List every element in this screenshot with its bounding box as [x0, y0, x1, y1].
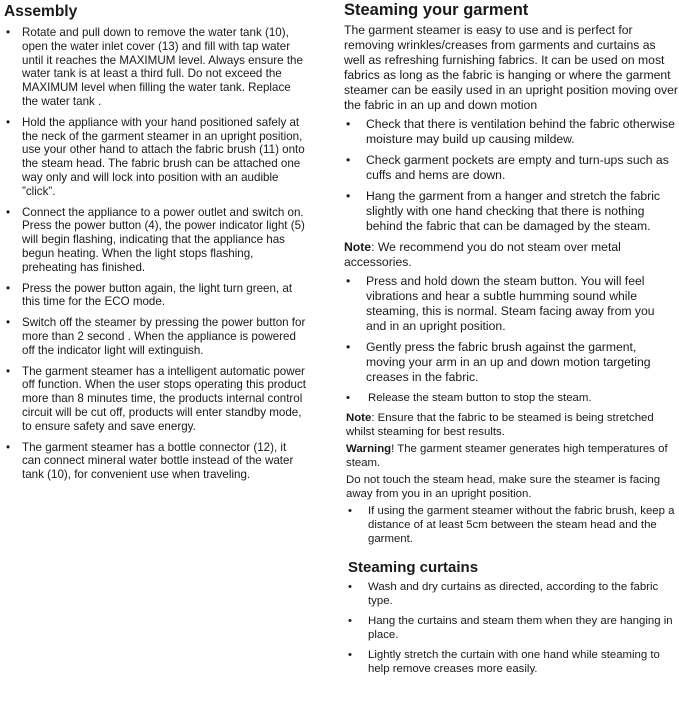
- note-label: Note: [344, 240, 372, 254]
- preparation-list: [344, 117, 678, 234]
- item-text: Check that there is ventilation behind the fabric otherwise moisture may build up causing mildew.: [366, 117, 675, 146]
- curtains-list: [344, 580, 678, 676]
- list-item: [4, 441, 306, 482]
- bullet: •: [346, 274, 351, 288]
- item-text: Lightly stretch the curtain with one hand while steaming to help remove creases more easily.: [368, 649, 660, 675]
- item-text: Hang the garment from a hanger and stretch the fabric slightly with one hand checking that there is nothing behind the fabric that can be damaged by the steam.: [366, 189, 661, 233]
- steaming-heading: Steaming your garment: [344, 1, 529, 19]
- list-item: [344, 614, 678, 642]
- bullet: •: [6, 364, 11, 378]
- list-item: [344, 648, 678, 676]
- list-item: [344, 580, 678, 608]
- note-label: Note: [346, 412, 372, 424]
- item-text: Switch off the steamer by pressing the power button for more than 2 second . When the appliance is powered off the indicator light will extinguish.: [22, 316, 306, 357]
- item-text: Check garment pockets are empty and turn-ups such as cuffs and hems are down.: [366, 153, 669, 182]
- assembly-heading: Assembly: [4, 3, 78, 20]
- bullet: •: [6, 26, 11, 39]
- item-text: The garment steamer has a intelligent automatic power off function. When the user stops operating this product more than 8 minutes time, the products internal control circuit will be cut off, products will enter standby mode, to ensure safety and save energy.: [22, 364, 307, 433]
- list-item: [344, 274, 678, 334]
- bullet: •: [6, 440, 11, 454]
- note-text: : Ensure that the fabric to be steamed is being stretched whilst steaming for best results.: [346, 412, 654, 438]
- bullet: •: [348, 649, 352, 661]
- item-text: Wash and dry curtains as directed, according to the fabric type.: [368, 581, 659, 607]
- bullet: •: [6, 115, 11, 129]
- item-text: Rotate and pull down to remove the water tank (10), open the water inlet cover (13) and fill with tap water until it reaches the MAXIMUM level. Always ensure the water tank is at least a third full. Do not exceed the MAXIMUM level when filling the water tank. Replace the water tank .: [22, 26, 303, 108]
- list-item: [4, 206, 306, 275]
- warning-note: [346, 442, 678, 470]
- bullet: •: [348, 581, 352, 593]
- assembly-column: [4, 0, 306, 489]
- bullet: •: [348, 505, 352, 517]
- item-text: Release the steam button to stop the steam.: [368, 392, 592, 404]
- steaming-column: [344, 0, 678, 682]
- distance-list: [344, 504, 678, 546]
- item-text: If using the garment steamer without the fabric brush, keep a distance of at least 5cm between the steam head and the garment.: [368, 505, 675, 545]
- bullet: •: [346, 189, 351, 203]
- bullet: •: [346, 153, 351, 167]
- bullet: •: [346, 117, 351, 131]
- bullet: •: [346, 392, 350, 404]
- warning-label: Warning: [346, 443, 392, 455]
- steaming-steps-list: [344, 274, 678, 405]
- list-item: [344, 340, 678, 385]
- note-text: : We recommend you do not steam over metal accessories.: [344, 240, 621, 269]
- bullet: •: [6, 205, 11, 219]
- bullet: •: [6, 316, 11, 330]
- list-item: [344, 189, 678, 234]
- list-item: [4, 365, 306, 434]
- list-item: [344, 504, 678, 546]
- item-text: Press and hold down the steam button. You will feel vibrations and hear a subtle humming sound while steaming, this is normal. Steam facing away from you and in an upright position.: [366, 274, 655, 333]
- list-item: [4, 116, 306, 199]
- warning-text: ! The garment steamer generates high temperatures of steam.: [346, 443, 668, 469]
- bullet: •: [6, 281, 11, 295]
- bullet: •: [348, 615, 352, 627]
- list-item: [4, 316, 306, 357]
- item-text: Gently press the fabric brush against the garment, moving your arm in an up and down motion targeting creases in the fabric.: [366, 340, 651, 384]
- bullet: •: [346, 340, 351, 354]
- list-item: [4, 26, 306, 109]
- metal-note: [344, 240, 678, 270]
- list-item: [344, 391, 678, 405]
- list-item: [344, 153, 678, 183]
- curtains-heading: Steaming curtains: [348, 559, 479, 576]
- list-item: [4, 282, 306, 310]
- item-text: Hang the curtains and steam them when they are hanging in place.: [368, 615, 673, 641]
- steaming-intro: The garment steamer is easy to use and is perfect for removing wrinkles/creases from garments and curtains as well as refreshing furnishing fabrics. It can be used on most fabrics as long as the fabric is hanging or where the garment steamer can be easily used in an upright position moving over the fabric in an up and down motion: [344, 23, 678, 112]
- item-text: The garment steamer has a bottle connector (12), it can connect mineral water bottle instead of the water tank (10), for convenient use when traveling.: [22, 440, 294, 482]
- caution-text: Do not touch the steam head, make sure the steamer is facing away from you in an upright position.: [346, 474, 661, 500]
- item-text: Hold the appliance with your hand positioned safely at the neck of the garment steamer in an upright position, use your other hand to attach the fabric brush (11) onto the steam head. The fabric brush can be attached one way only and will lock into position with an audible ”click”.: [22, 115, 305, 198]
- list-item: [344, 117, 678, 147]
- item-text: Connect the appliance to a power outlet and switch on. Press the power button (4), the power indicator light (5) will begin flashing, indicating that the appliance has begun heating. When the light stops flashing, preheating has finished.: [22, 205, 305, 274]
- item-text: Press the power button again, the light turn green, at this time for the ECO mode.: [22, 281, 293, 309]
- assembly-list: [4, 26, 306, 482]
- stretch-note: [346, 411, 678, 439]
